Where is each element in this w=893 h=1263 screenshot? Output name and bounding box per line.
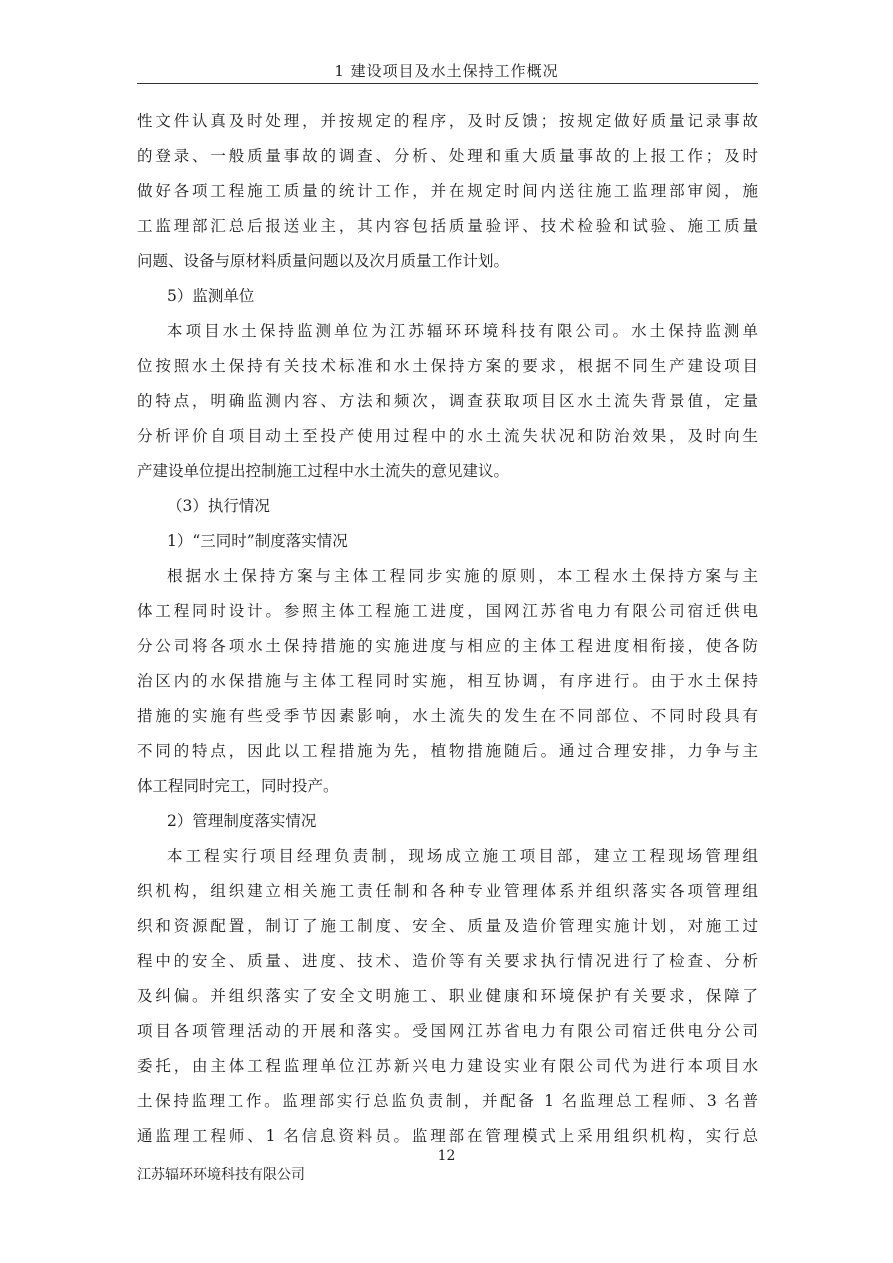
text-line: 本项目水土保持监测单位为江苏辐环环境科技有限公司。水土保持监测单 bbox=[167, 322, 758, 340]
section-heading: 1）“三同时”制度落实情况 bbox=[167, 532, 348, 550]
body-text bbox=[137, 104, 758, 1154]
text-line: 分析评价自项目动土至投产使用过程中的水土流失状况和防治效果，及时向生 bbox=[137, 427, 758, 445]
text-line: 体工程同时完工，同时投产。 bbox=[137, 777, 339, 795]
text-line: 通监理工程师、1 名信息资料员。监理部在管理模式上采用组织机构，实行总 bbox=[137, 1127, 758, 1145]
text-line: 位按照水土保持有关技术标准和水土保持方案的要求，根据不同生产建设项目 bbox=[137, 357, 758, 375]
text-line: 分公司将各项水土保持措施的实施进度与相应的主体工程进度相衔接，使各防 bbox=[137, 637, 758, 655]
text-line: 性文件认真及时处理，并按规定的程序，及时反馈；按规定做好质量记录事故 bbox=[137, 112, 758, 130]
page-number: 12 bbox=[437, 1148, 456, 1164]
footer-company: 江苏辐环环境科技有限公司 bbox=[137, 1167, 305, 1183]
section-heading: （3）执行情况 bbox=[167, 497, 270, 515]
text-line: 土保持监理工作。监理部实行总监负责制，并配备 1 名监理总工程师、3 名普 bbox=[137, 1092, 758, 1110]
text-line: 不同的特点，因此以工程措施为先，植物措施随后。通过合理安排，力争与主 bbox=[137, 742, 758, 760]
running-header: 1 建设项目及水土保持工作概况 bbox=[334, 62, 559, 80]
text-line: 本工程实行项目经理负责制，现场成立施工项目部，建立工程现场管理组 bbox=[167, 847, 758, 865]
header-rule bbox=[137, 83, 758, 84]
section-heading: 5）监测单位 bbox=[167, 287, 255, 305]
text-line: 及纠偏。并组织落实了安全文明施工、职业健康和环境保护有关要求，保障了 bbox=[137, 987, 758, 1005]
text-line: 体工程同时设计。参照主体工程施工进度，国网江苏省电力有限公司宿迁供电 bbox=[137, 602, 758, 620]
text-line: 措施的实施有些受季节因素影响，水土流失的发生在不同部位、不同时段具有 bbox=[137, 707, 758, 725]
text-line: 的特点，明确监测内容、方法和频次，调查获取项目区水土流失背景值，定量 bbox=[137, 392, 758, 410]
section-heading: 2）管理制度落实情况 bbox=[167, 812, 317, 830]
text-line: 工监理部汇总后报送业主，其内容包括质量验评、技术检验和试验、施工质量 bbox=[137, 217, 758, 235]
text-line: 项目各项管理活动的开展和落实。受国网江苏省电力有限公司宿迁供电分公司 bbox=[137, 1022, 758, 1040]
text-line: 根据水土保持方案与主体工程同步实施的原则，本工程水土保持方案与主 bbox=[167, 567, 758, 585]
text-line: 做好各项工程施工质量的统计工作，并在规定时间内送往施工监理部审阅，施 bbox=[137, 182, 758, 200]
text-line: 程中的安全、质量、进度、技术、造价等有关要求执行情况进行了检查、分析 bbox=[137, 952, 758, 970]
text-line: 治区内的水保措施与主体工程同时实施，相互协调，有序进行。由于水土保持 bbox=[137, 672, 758, 690]
text-line: 织机构，组织建立相关施工责任制和各种专业管理体系并组织落实各项管理组 bbox=[137, 882, 758, 900]
text-line: 委托，由主体工程监理单位江苏新兴电力建设实业有限公司代为进行本项目水 bbox=[137, 1057, 758, 1075]
text-line: 问题、设备与原材料质量问题以及次月质量工作计划。 bbox=[137, 252, 510, 270]
text-line: 产建设单位提出控制施工过程中水土流失的意见建议。 bbox=[137, 462, 510, 480]
text-line: 的登录、一般质量事故的调查、分析、处理和重大质量事故的上报工作；及时 bbox=[137, 147, 758, 165]
text-line: 织和资源配置，制订了施工制度、安全、质量及造价管理实施计划，对施工过 bbox=[137, 917, 758, 935]
